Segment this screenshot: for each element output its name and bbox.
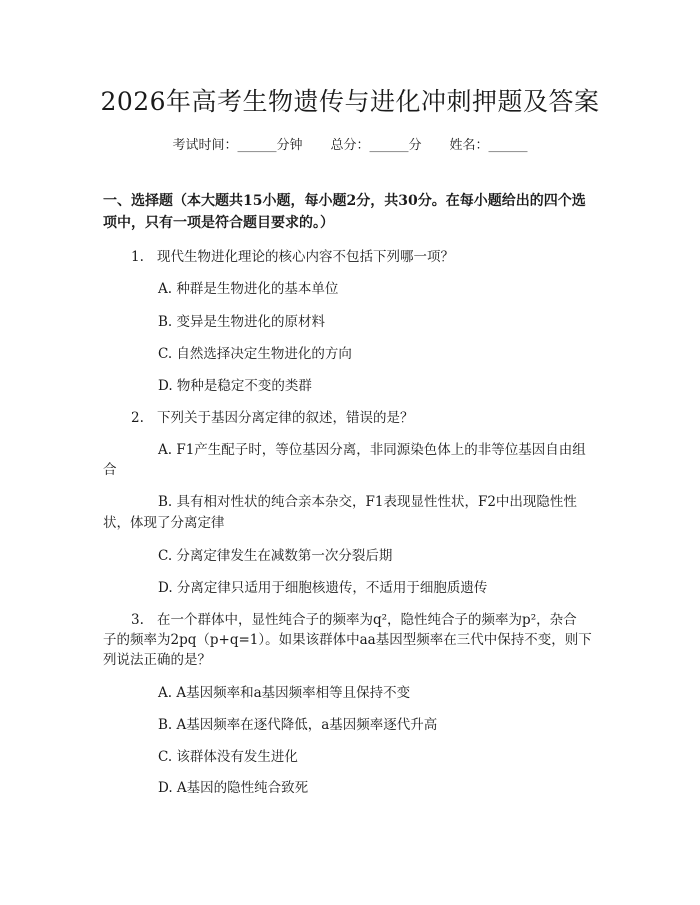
question-number: 1. — [131, 249, 144, 265]
question-3-option-d: D. A基因的隐性纯合致死 — [158, 780, 309, 796]
question-2-option-b: B. 具有相对性状的纯合亲本杂交，F1表现显性性状，F2中出现隐性性 — [158, 494, 577, 510]
exam-time-field: 考试时间：______分钟 — [172, 138, 303, 153]
section-heading-line-1: 一、选择题（本大题共15小题，每小题2分，共30分。在每小题给出的四个选 — [103, 193, 586, 209]
question-1-stem — [131, 245, 454, 265]
question-2-option-a: A. F1产生配子时，等位基因分离，非同源染色体上的非等位基因自由组 — [158, 442, 586, 458]
student-name-field: 姓名：______ — [449, 138, 528, 153]
question-3-stem-line-2: 子的频率为2pq（p+q=1）。如果该群体中aa基因型频率在三代中保持不变，则下 — [103, 632, 592, 648]
question-text: 下列关于基因分离定律的叙述，错误的是？ — [157, 410, 414, 426]
question-3-option-a: A. A基因频率和a基因频率相等且保持不变 — [158, 685, 411, 701]
question-2-option-a-continued: 合 — [103, 462, 117, 478]
question-3-stem-line-1 — [131, 608, 577, 628]
section-heading-line-2: 项中，只有一项是符合题目要求的。） — [103, 215, 334, 231]
question-1-option-c: C. 自然选择决定生物进化的方向 — [158, 346, 352, 362]
question-number: 3. — [131, 612, 144, 628]
page-title: 2026年高考生物遗传与进化冲刺押题及答案 — [100, 87, 600, 116]
question-3-stem-line-3: 列说法正确的是？ — [103, 652, 211, 668]
exam-info-line — [0, 134, 700, 153]
question-2-stem — [131, 406, 414, 426]
question-text: 现代生物进化理论的核心内容不包括下列哪一项？ — [157, 249, 454, 265]
question-1-option-d: D. 物种是稳定不变的类群 — [158, 378, 312, 394]
section-heading — [103, 190, 603, 234]
question-2-option-c: C. 分离定律发生在减数第一次分裂后期 — [158, 548, 393, 564]
question-text: 在一个群体中，显性纯合子的频率为q²，隐性纯合子的频率为p²，杂合 — [157, 612, 577, 628]
question-1-option-b: B. 变异是生物进化的原材料 — [158, 314, 326, 330]
question-2-option-d: D. 分离定律只适用于细胞核遗传，不适用于细胞质遗传 — [158, 580, 488, 596]
question-3-option-b: B. A基因频率在逐代降低，a基因频率逐代升高 — [158, 717, 438, 733]
question-1-option-a: A. 种群是生物进化的基本单位 — [158, 281, 339, 297]
question-3-option-c: C. 该群体没有发生进化 — [158, 749, 298, 765]
question-number: 2. — [131, 410, 144, 426]
question-2-option-b-continued: 状，体现了分离定律 — [103, 515, 225, 531]
total-score-field: 总分：______分 — [330, 138, 422, 153]
